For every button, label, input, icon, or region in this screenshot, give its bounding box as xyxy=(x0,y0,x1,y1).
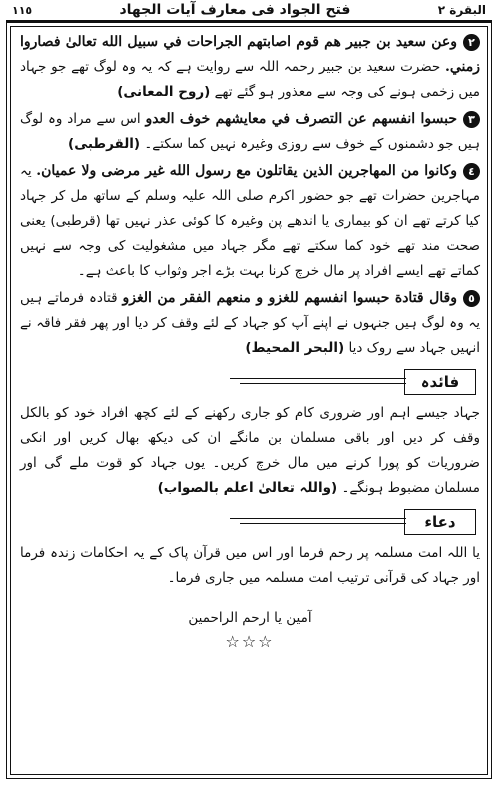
main-content xyxy=(20,30,480,654)
faida-text xyxy=(20,401,480,501)
reference: (روح المعانی) xyxy=(117,84,211,100)
book-title: فتح الجواد فی معارف آیات الجهاد xyxy=(119,2,351,18)
paragraph-5 xyxy=(20,286,480,361)
faida-reference: (واللہ تعالیٰ اعلم بالصواب) xyxy=(157,480,338,496)
faida-label: فائدہ xyxy=(404,369,476,395)
urdu-text: اس سے مراد وہ لوگ ہیں جو دشمنوں کے خوف سے روزی وغیرہ نہیں کما سکتے۔ xyxy=(20,111,480,152)
urdu-text: قتادہ فرماتے ہیں یہ وہ لوگ ہیں جنہوں نے اپنے آپ کو جہاد کے لئے وقف کر دیا اور پھر فقر فاقہ نے انہیں جہاد سے روک دیا xyxy=(20,290,480,356)
arabic-quote: حبسوا انفسهم عن التصرف في معايشهم خوف العدو xyxy=(145,111,457,127)
paragraph-number: ٥ xyxy=(463,290,480,307)
paragraph-3 xyxy=(20,107,480,157)
paragraph-2 xyxy=(20,30,480,105)
heading-rule xyxy=(230,518,406,519)
urdu-text: یہ مہاجرین حضرات تھے جو حضور اکرم صلی اللہ علیہ وسلم کے ساتھ مل کر جہاد کیا کرتے تھے ان کو بیماری یا اندھے پن وغیرہ کا کوئی عذر نہیں تھا (قرطبی) یعنی صحت مند تھے خود کما سکتے تھے مگر جہاد میں مشغولیت کی وجہ سے نہیں کماتے تھے ایسے افراد پر مال خرچ کرنا بہت بڑے اجر وثواب کا باعث ہے۔ xyxy=(20,163,480,279)
paragraph-4 xyxy=(20,159,480,284)
paragraph-number: ٢ xyxy=(463,34,480,51)
urdu-text: حضرت سعید بن جبیر رحمہ اللہ سے روایت ہے کہ یہ وہ لوگ تھے جو جہاد میں زخمی ہونے کی وجہ سے معذور ہو گئے تھے xyxy=(20,59,480,100)
arabic-quote: وعن سعيد بن جبير هم قوم اصابتهم الجراحات في سبيل الله تعالىٰ فصاروا زمني. xyxy=(20,34,480,75)
dua-text: یا اللہ امت مسلمہ پر رحم فرما اور اس میں قرآن پاک کے یہ احکامات زندہ فرما اور جہاد کی قرآنی ترتیب امت مسلمہ میں جاری فرما۔ xyxy=(20,545,480,586)
dua-heading xyxy=(20,507,480,537)
arabic-quote: وكانوا من المهاجرين الذين يقاتلون مع رسول الله غير مرضى ولا عميان. xyxy=(36,163,457,179)
paragraph-number: ٤ xyxy=(463,163,480,180)
page-header xyxy=(6,0,492,22)
heading-rule xyxy=(240,523,406,524)
heading-rule xyxy=(230,378,406,379)
dua-label: دعاء xyxy=(404,509,476,535)
paragraph-number: ٣ xyxy=(463,111,480,128)
heading-rule xyxy=(240,383,406,384)
stars-ornament: ☆☆☆ xyxy=(225,632,275,651)
arabic-quote: وقال قتادة حبسوا انفسهم للغزو و منعهم الفقر من الغزو xyxy=(122,290,457,306)
faida-body: جہاد جیسے اہم اور ضروری کام کو جاری رکھنے کے لئے کچھ افراد خود کو بالکل وقف کر دیں اور باقی مسلمان بن مانگے ان کی دیکھ بھال کریں اور انکی ضروریات کو پورا کرنے میں مال خرچ کریں۔ یوں جہاد کو قوت ملے گی اور مسلمان مضبوط ہونگے۔ xyxy=(20,405,480,496)
header-left-number: ١١٥ xyxy=(12,3,33,17)
reference: (القرطبی) xyxy=(68,136,141,152)
faida-heading xyxy=(20,367,480,397)
closing-line: آمین یا ارحم الراحمین xyxy=(188,610,312,626)
surah-name: البقرة ۲ xyxy=(437,3,486,17)
reference: (البحر المحیط) xyxy=(245,340,345,356)
